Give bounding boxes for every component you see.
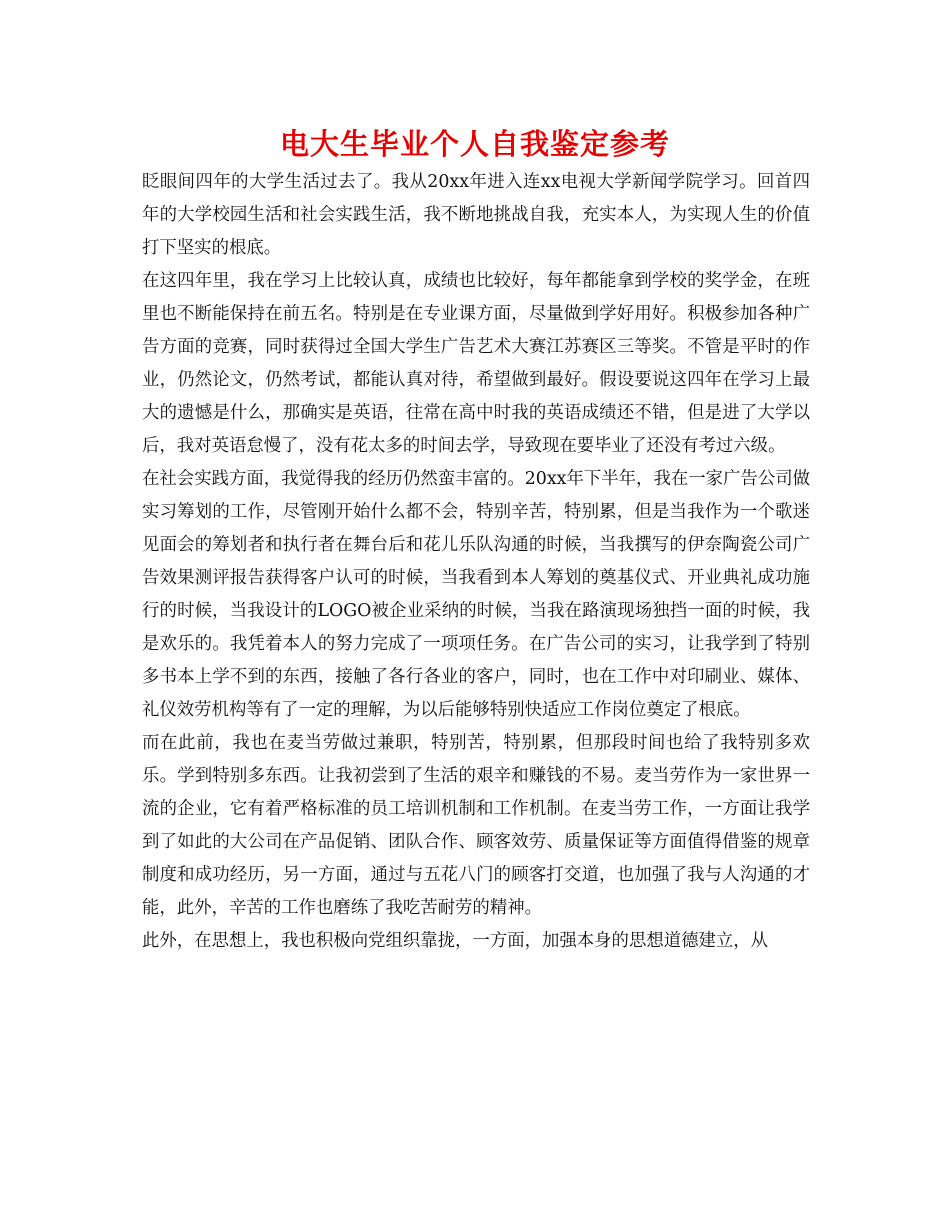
paragraph-2: 在这四年里，我在学习上比较认真，成绩也比较好，每年都能拿到学校的奖学金，在班里也不断能保持在前五名。特别是在专业课方面，尽量做到学好用好。积极参加各种广告方面的竞赛，同时获得过全国大学生广告艺术大赛江苏赛区三等奖。不管是平时的作业，仍然论文，仍然考试，都能认真对待，希望做到最好。假设要说这四年在学习上最大的遗憾是什么，那确实是英语，往常在高中时我的英语成绩还不错，但是进了大学以后，我对英语怠慢了，没有花太多的时间去学，导致现在要毕业了还没有考过六级。	[142, 271, 810, 456]
paragraph-5: 此外，在思想上，我也积极向党组织靠拢，一方面，加强本身的思想道德建立，从	[142, 931, 769, 951]
document-title: 电大生毕业个人自我鉴定参考	[279, 127, 670, 161]
document-body	[142, 166, 810, 958]
paragraph-1: 眨眼间四年的大学生活过去了。我从20xx年进入连xx电视大学新闻学院学习。回首四年的大学校园生活和社会实践生活，我不断地挑战自我，充实本人，为实现人生的价值打下坚实的根底。	[142, 172, 810, 258]
paragraph-4: 而在此前，我也在麦当劳做过兼职，特别苦，特别累，但那段时间也给了我特别多欢乐。学到特别多东西。让我初尝到了生活的艰辛和赚钱的不易。麦当劳作为一家世界一流的企业，它有着严格标准的员工培训机制和工作机制。在麦当劳工作，一方面让我学到了如此的大公司在产品促销、团队合作、顾客效劳、质量保证等方面值得借鉴的规章制度和成功经历，另一方面，通过与五花八门的顾客打交道，也加强了我与人沟通的才能，此外，辛苦的工作也磨练了我吃苦耐劳的精神。	[142, 733, 810, 918]
paragraph-3: 在社会实践方面，我觉得我的经历仍然蛮丰富的。20xx年下半年，我在一家广告公司做实习筹划的工作，尽管刚开始什么都不会，特别辛苦，特别累，但是当我作为一个歌迷见面会的筹划者和执行者在舞台后和花儿乐队沟通的时候，当我撰写的伊奈陶瓷公司广告效果测评报告获得客户认可的时候，当我看到本人筹划的奠基仪式、开业典礼成功施行的时候，当我设计的LOGO被企业采纳的时候，当我在路演现场独挡一面的时候，我是欢乐的。我凭着本人的努力完成了一项项任务。在广告公司的实习，让我学到了特别多书本上学不到的东西，接触了各行各业的客户，同时，也在工作中对印刷业、媒体、礼仪效劳机构等有了一定的理解，为以后能够特别快适应工作岗位奠定了根底。	[142, 469, 810, 720]
